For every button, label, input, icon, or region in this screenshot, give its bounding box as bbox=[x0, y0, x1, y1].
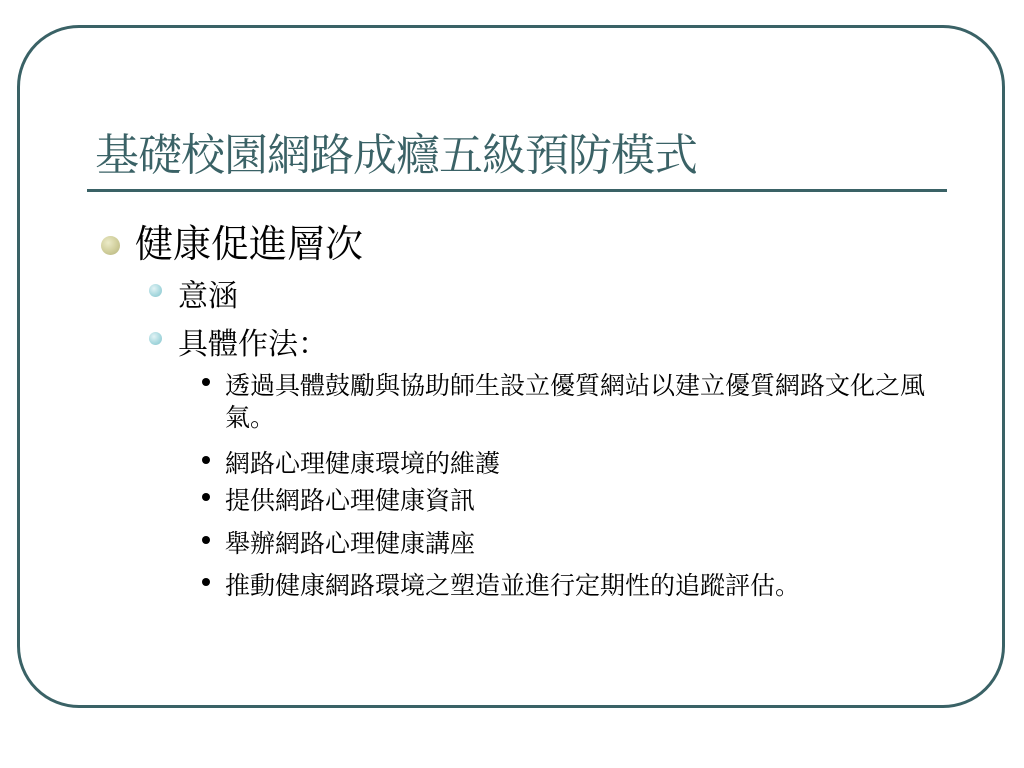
bullet-level3-text: 推動健康網路環境之塑造並進行定期性的追蹤評估。 bbox=[225, 571, 801, 600]
bullet-level2-text: 意涵 bbox=[178, 279, 238, 314]
black-dot-icon bbox=[202, 456, 210, 464]
bullet-level2-text: 具體作法： bbox=[178, 327, 328, 362]
bullet-level1-text: 健康促進層次 bbox=[135, 222, 364, 266]
light-blue-disc-icon bbox=[149, 332, 162, 345]
bullet-level3-text: 舉辦網路心理健康講座 bbox=[225, 529, 476, 558]
black-dot-icon bbox=[202, 493, 210, 501]
black-dot-icon bbox=[202, 578, 210, 586]
slide-title: 基礎校園網路成癮五級預防模式 bbox=[95, 130, 697, 181]
title-underline bbox=[87, 189, 947, 192]
black-dot-icon bbox=[202, 378, 210, 386]
olive-disc-icon bbox=[101, 236, 120, 255]
bullet-level3-text: 透過具體鼓勵與協助師生設立優質網站以建立優質網路文化之風氣。 bbox=[225, 371, 926, 432]
bullet-level3-text: 網路心理健康環境的維護 bbox=[225, 449, 501, 478]
light-blue-disc-icon bbox=[149, 284, 162, 297]
black-dot-icon bbox=[202, 536, 210, 544]
bullet-level3-text: 提供網路心理健康資訊 bbox=[225, 486, 476, 515]
